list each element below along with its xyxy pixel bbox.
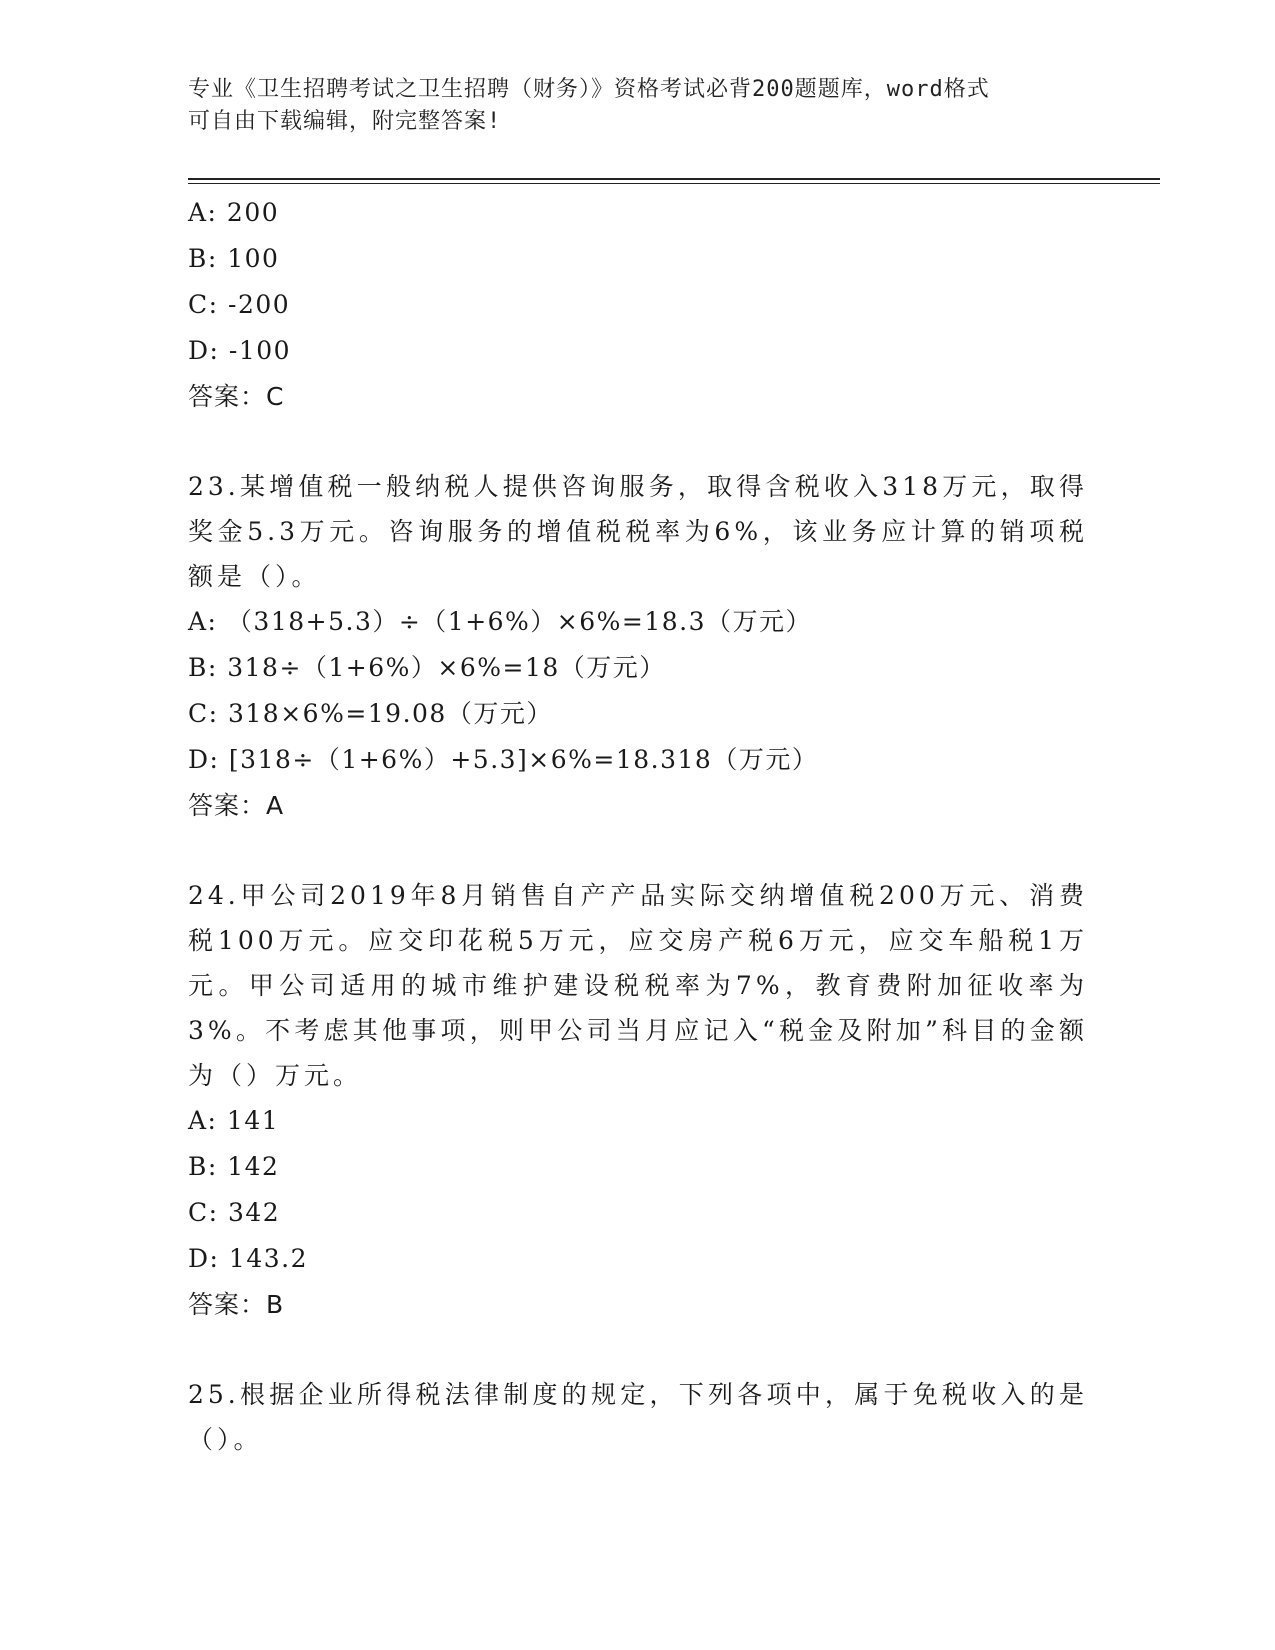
header-divider — [188, 178, 1160, 184]
option-c: C: 342 — [188, 1198, 281, 1227]
header-title-line-2: 可自由下载编辑，附完整答案! — [188, 109, 502, 134]
page-header — [188, 74, 1068, 138]
header-title-line-1: 专业《卫生招聘考试之卫生招聘（财务）》资格考试必背200题题库，word格式 — [188, 77, 990, 102]
question-24 — [188, 873, 1088, 1328]
option-d: D: 143.2 — [188, 1244, 308, 1273]
option-b: B: 142 — [188, 1152, 280, 1181]
answer: 答案：B — [188, 1290, 285, 1319]
answer: 答案：C — [188, 382, 285, 411]
question-22 — [188, 190, 1088, 420]
question-25 — [188, 1372, 1088, 1462]
question-23 — [188, 464, 1088, 829]
option-a: A: （318+5.3）÷（1+6%）×6%=18.3（万元） — [188, 607, 813, 636]
answer: 答案：A — [188, 791, 285, 820]
option-a: A: 141 — [188, 1106, 280, 1135]
option-b: B: 100 — [188, 244, 280, 273]
option-c: C: -200 — [188, 290, 291, 319]
option-c: C: 318×6%=19.08（万元） — [188, 699, 553, 728]
option-b: B: 318÷（1+6%）×6%=18（万元） — [188, 653, 666, 682]
option-a: A: 200 — [188, 198, 280, 227]
question-stem: 23.某增值税一般纳税人提供咨询服务，取得含税收入318万元，取得奖金5.3万元。咨询服务的增值税税率为6%，该业务应计算的销项税额是（）。 — [188, 472, 1088, 591]
question-stem: 25.根据企业所得税法律制度的规定，下列各项中，属于免税收入的是（）。 — [188, 1380, 1088, 1454]
question-stem: 24.甲公司2019年8月销售自产产品实际交纳增值税200万元、消费税100万元。应交印花税5万元，应交房产税6万元，应交车船税1万元。甲公司适用的城市维护建设税税率为7%，教育费附加征收率为3%。不考虑其他事项，则甲公司当月应记入“税金及附加”科目的金额为（）万元。 — [188, 881, 1088, 1090]
option-d: D: -100 — [188, 336, 292, 365]
option-d: D: [318÷（1+6%）+5.3]×6%=18.318（万元） — [188, 745, 819, 774]
document-body — [188, 190, 1088, 1462]
